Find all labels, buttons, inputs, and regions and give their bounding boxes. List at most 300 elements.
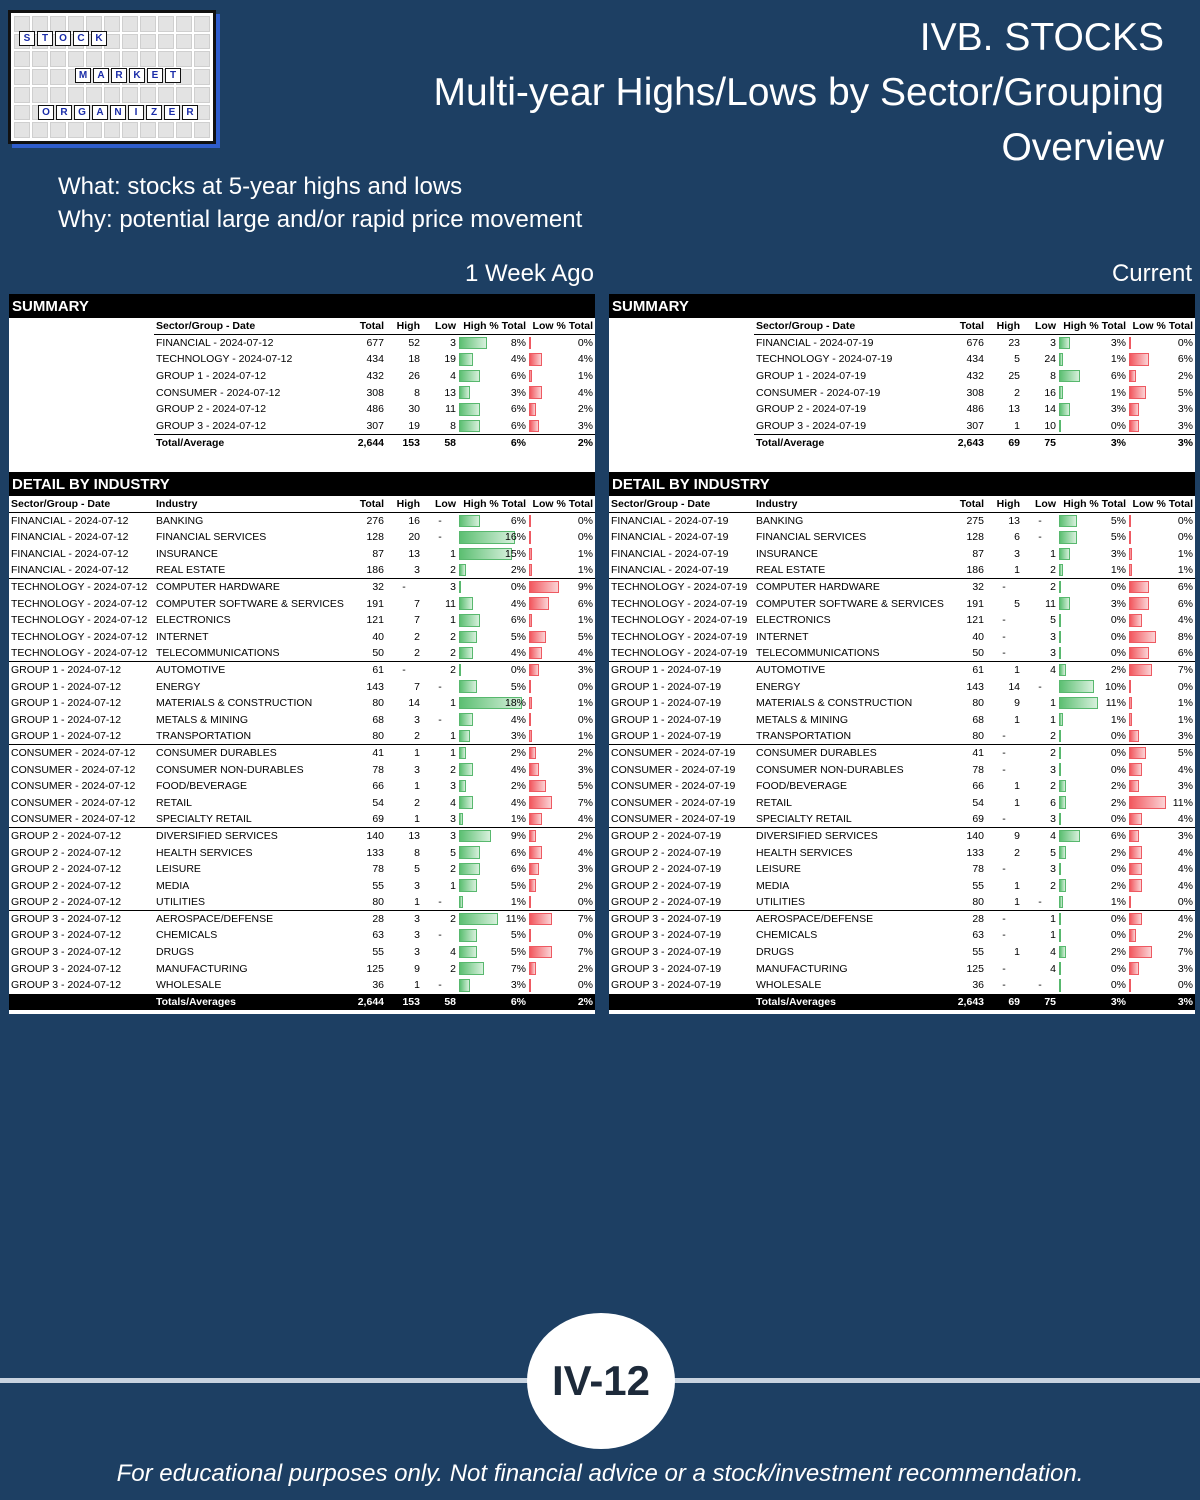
low-pct-cell [528, 778, 595, 795]
high-pct-bar [459, 896, 463, 908]
total-count: 2,644 [357, 995, 384, 1008]
low-pct-cell [528, 384, 595, 401]
low-pct-bar [529, 946, 552, 959]
low-count: 3 [450, 337, 456, 350]
pct-value: 3% [510, 386, 526, 399]
industry-name: AUTOMOTIVE [754, 662, 944, 679]
low-count: - [438, 531, 442, 544]
high-count: - [386, 579, 422, 596]
pct-value: 5% [577, 630, 593, 643]
high-count: 1 [414, 780, 420, 793]
high-pct-cell [458, 612, 528, 629]
low-pct-bar [1129, 531, 1131, 544]
pct-value: 3% [1177, 403, 1193, 416]
low-pct-cell [528, 645, 595, 662]
pct-value: 4% [1177, 813, 1193, 826]
high-count: 3 [414, 946, 420, 959]
low-pct-bar [529, 597, 549, 610]
column-header: High [986, 496, 1022, 513]
sector-date: GROUP 2 - 2024-07-12 [11, 846, 122, 859]
pct-value: 18% [504, 697, 526, 710]
industry-name: BANKING [156, 514, 204, 527]
low-pct-bar [529, 531, 531, 544]
pct-value: 8% [510, 337, 526, 350]
industry-row [609, 546, 1195, 563]
industry-row [609, 927, 1195, 944]
logo-grid-cell [176, 51, 192, 67]
low-pct-bar [1129, 370, 1136, 383]
title-line-2: Multi-year Highs/Lows by Sector/Grouping [433, 71, 1164, 114]
total-count: 80 [372, 730, 384, 743]
pct-value: 8% [1177, 630, 1193, 643]
total-count: 63 [372, 929, 384, 942]
logo-grid-cell [158, 16, 174, 32]
total-count: 307 [366, 419, 384, 432]
total-count: 133 [966, 846, 984, 859]
high-count: - [986, 911, 1022, 928]
logo-grid-cell [14, 105, 30, 121]
low-count: 2 [450, 647, 456, 660]
pct-value: 5% [510, 630, 526, 643]
low-pct-bar [529, 386, 542, 399]
high-pct-bar [459, 929, 477, 942]
high-pct-cell [1058, 335, 1128, 352]
low-count: 3 [450, 780, 456, 793]
high-count: 1 [414, 896, 420, 909]
low-count: 19 [444, 353, 456, 366]
high-pct-cell [458, 645, 528, 662]
industry-name: DRUGS [156, 946, 194, 959]
industry-row [609, 695, 1195, 712]
low-count: - [438, 514, 442, 527]
high-pct-bar [459, 581, 461, 593]
total-count: 486 [966, 403, 984, 416]
high-pct-bar [459, 763, 473, 776]
pct-value: 2% [1110, 664, 1126, 677]
pct-value: 5% [1110, 514, 1126, 527]
high-count: 1 [1014, 564, 1020, 577]
column-header: Industry [154, 496, 344, 513]
pct-value: 6% [1177, 353, 1193, 366]
sector-date: GROUP 3 - 2024-07-12 [11, 946, 122, 959]
high-count: 1 [1014, 419, 1020, 432]
pct-value: 4% [1177, 879, 1193, 892]
low-pct-cell [1128, 662, 1195, 679]
high-pct-cell [1058, 794, 1128, 811]
high-count: 5 [1014, 597, 1020, 610]
low-pct-bar [1129, 946, 1152, 959]
pct-value: 1% [510, 896, 526, 909]
low-pct-cell [1128, 728, 1195, 745]
pct-value: 4% [510, 597, 526, 610]
total-count: 61 [944, 662, 986, 679]
high-pct-cell [458, 844, 528, 861]
pct-value: 6% [1177, 597, 1193, 610]
high-pct-bar [459, 647, 473, 659]
total-count: 186 [966, 564, 984, 577]
high-pct-bar [1059, 631, 1061, 644]
high-count: 9 [986, 828, 1022, 845]
logo-grid-cell [176, 34, 192, 50]
industry-row [609, 960, 1195, 977]
low-count: 4 [1050, 962, 1056, 975]
high-count: 3 [414, 713, 420, 726]
pct-value: 1% [1177, 697, 1193, 710]
total-count: 128 [366, 531, 384, 544]
high-count: - [1002, 730, 1006, 743]
column-header: Sector/Group - Date [754, 318, 944, 335]
low-count: 1 [450, 730, 456, 743]
high-pct-bar [459, 913, 498, 925]
spacer-cell [609, 434, 754, 451]
logo-grid-cell [158, 34, 174, 50]
total-count: 66 [372, 780, 384, 793]
pct-value: 4% [577, 353, 593, 366]
total-count: 125 [366, 962, 384, 975]
low-count: 1 [450, 547, 456, 560]
sector-date: GROUP 3 - 2024-07-12 [11, 979, 122, 992]
total-count: 36 [972, 979, 984, 992]
pct-value: 7% [1177, 664, 1193, 677]
low-count: 2 [1022, 745, 1058, 762]
pct-value: 0% [1177, 531, 1193, 544]
high-pct-bar [1059, 548, 1070, 561]
pct-value: 0% [1177, 896, 1193, 909]
pct-value: 3% [577, 664, 593, 677]
high-count: 2 [414, 796, 420, 809]
stock-market-organizer-logo [8, 10, 216, 144]
high-count: - [1002, 614, 1006, 627]
high-count: 5 [1014, 353, 1020, 366]
logo-grid-cell [50, 69, 66, 85]
low-count: 2 [1022, 579, 1058, 596]
low-count: 11 [445, 403, 456, 416]
disclaimer: For educational purposes only. Not financial advice or a stock/investment recommendation. [116, 1460, 1084, 1487]
low-count: 1 [1050, 547, 1056, 560]
page-number-badge: IV-12 [527, 1313, 675, 1449]
high-pct: 3% [1110, 995, 1126, 1008]
total-count: 80 [972, 730, 984, 743]
logo-grid-cell [104, 122, 120, 138]
industry-row [9, 512, 595, 529]
low-count: 11 [445, 597, 456, 610]
low-pct-bar [529, 929, 531, 942]
pct-value: 4% [1177, 863, 1193, 876]
low-count: 14 [1044, 403, 1056, 416]
high-pct-cell [1058, 678, 1128, 695]
total-count: 50 [972, 647, 984, 660]
high-pct-cell [1058, 960, 1128, 977]
low-count: 1 [422, 745, 458, 762]
high-pct-cell [458, 977, 528, 994]
logo-letter: Z [146, 105, 162, 120]
pct-value: 7% [577, 796, 593, 809]
summary-table [9, 318, 595, 451]
industry-name: COMPUTER SOFTWARE & SERVICES [156, 597, 344, 610]
pct-value: 3% [1177, 962, 1193, 975]
column-header: High % Total [458, 496, 528, 513]
pct-value: 6% [510, 614, 526, 627]
sector-date: CONSUMER - 2024-07-12 [11, 796, 136, 809]
industry-name: AEROSPACE/DEFENSE [754, 911, 944, 928]
pct-value: 0% [577, 337, 593, 350]
sector-date: GROUP 3 - 2024-07-12 [9, 911, 154, 928]
industry-row [9, 662, 595, 679]
low-pct-cell [1128, 579, 1195, 596]
detail-table [9, 496, 595, 1010]
industry-name: UTILITIES [156, 896, 206, 909]
logo-letter: A [92, 105, 108, 120]
high-pct-cell [1058, 711, 1128, 728]
pct-value: 0% [577, 713, 593, 726]
low-pct-bar [529, 664, 539, 676]
total-count: 78 [372, 863, 384, 876]
industry-name: INSURANCE [156, 547, 218, 560]
high-count: 3 [386, 911, 422, 928]
high-pct-bar [1059, 420, 1061, 432]
pct-value: 0% [510, 664, 526, 677]
high-pct-cell [458, 861, 528, 878]
pct-value: 1% [1110, 353, 1126, 366]
low-pct-cell [528, 418, 595, 435]
sector-date: FINANCIAL - 2024-07-19 [611, 547, 729, 560]
low-pct-bar [529, 370, 532, 383]
sector-date: GROUP 3 - 2024-07-19 [611, 979, 722, 992]
industry-name: BANKING [756, 514, 804, 527]
low-pct-bar [529, 879, 536, 892]
industry-name: FINANCIAL SERVICES [756, 531, 867, 544]
low-pct-bar [529, 730, 532, 742]
industry-name: REAL ESTATE [156, 564, 226, 577]
high-pct-cell [1058, 695, 1128, 712]
high-count: 3 [1014, 547, 1020, 560]
total-count: 140 [944, 828, 986, 845]
pct-value: 3% [510, 979, 526, 992]
industry-name: CONSUMER DURABLES [754, 745, 944, 762]
total-count: 2,644 [344, 434, 386, 451]
logo-grid-cell [176, 122, 192, 138]
high-pct-cell [458, 877, 528, 894]
low-pct-cell [1128, 368, 1195, 385]
pct-value: 5% [577, 780, 593, 793]
summary-heading: SUMMARY [609, 294, 1195, 318]
total-count: 308 [366, 386, 384, 399]
sector-date: FINANCIAL - 2024-07-19 [756, 337, 874, 350]
pct-value: 4% [510, 647, 526, 660]
low-pct-cell [528, 728, 595, 745]
total-count: 432 [366, 370, 384, 383]
high-pct-bar [1059, 564, 1063, 576]
total-count: 40 [372, 630, 384, 643]
industry-row [609, 711, 1195, 728]
industry-row [9, 678, 595, 695]
high-pct-cell [458, 761, 528, 778]
high-count: 7 [414, 614, 420, 627]
industry-name: MANUFACTURING [156, 962, 248, 975]
logo-grid-cell [86, 87, 102, 103]
high-pct-cell [458, 711, 528, 728]
pct-value: 3% [1177, 780, 1193, 793]
low-pct-cell [528, 927, 595, 944]
industry-row [609, 761, 1195, 778]
logo-grid-cell [104, 87, 120, 103]
low-pct-cell [1128, 711, 1195, 728]
pct-value: 2% [577, 879, 593, 892]
logo-grid-cell [50, 16, 66, 32]
total-count: 78 [972, 863, 984, 876]
industry-row [609, 728, 1195, 745]
logo-grid-cell [32, 69, 48, 85]
total-count: 486 [366, 403, 384, 416]
logo-letter: K [129, 68, 145, 83]
column-header: Low % Total [1128, 318, 1195, 335]
logo-letter: I [128, 105, 144, 120]
pct-value: 0% [1177, 680, 1193, 693]
industry-row [609, 678, 1195, 695]
high-pct-bar [1059, 370, 1080, 383]
high-pct-cell [1058, 662, 1128, 679]
column-header: Low [422, 496, 458, 513]
pct-value: 15% [504, 547, 526, 560]
summary-row [609, 418, 1195, 435]
pct-value: 2% [1177, 929, 1193, 942]
logo-grid-cell [158, 122, 174, 138]
low-pct: 3% [1128, 434, 1195, 451]
industry-name: COMPUTER SOFTWARE & SERVICES [756, 597, 944, 610]
pct-value: 6% [510, 419, 526, 432]
pct-value: 1% [1177, 547, 1193, 560]
sector-date: GROUP 1 - 2024-07-12 [11, 680, 122, 693]
high-pct-cell [1058, 927, 1128, 944]
pct-value: 3% [1177, 830, 1193, 843]
pct-value: 1% [1110, 386, 1126, 399]
high-pct-bar [459, 664, 461, 676]
low-pct-cell [1128, 977, 1195, 994]
pct-value: 5% [1177, 386, 1193, 399]
low-pct-bar [1129, 747, 1146, 759]
high-pct: 3% [1058, 434, 1128, 451]
logo-grid-cell [176, 16, 192, 32]
pct-value: 0% [1110, 863, 1126, 876]
industry-row [9, 794, 595, 811]
pct-value: 4% [577, 813, 593, 826]
high-count: 1 [1014, 796, 1020, 809]
low-pct-bar [1129, 386, 1146, 399]
sector-date: CONSUMER - 2024-07-12 [156, 386, 281, 399]
sector-date: TECHNOLOGY - 2024-07-19 [756, 353, 893, 366]
industry-row [609, 828, 1195, 845]
sector-date: GROUP 2 - 2024-07-19 [756, 403, 867, 416]
logo-letter: G [74, 105, 90, 120]
pct-value: 0% [1110, 647, 1126, 660]
logo-grid-cell [86, 51, 102, 67]
high-pct-bar [1059, 813, 1061, 825]
high-count: 1 [1014, 879, 1020, 892]
industry-name: CHEMICALS [756, 929, 818, 942]
summary-total-row [9, 434, 595, 451]
high-pct-bar [1059, 353, 1063, 366]
logo-letter: M [75, 68, 91, 83]
summary-row [9, 418, 595, 435]
high-pct-cell [1058, 401, 1128, 418]
logo-letter: E [147, 68, 163, 83]
spacer-cell [9, 994, 154, 1010]
high-pct-cell [1058, 418, 1128, 435]
low-count: 2 [1050, 879, 1056, 892]
high-count: 23 [1008, 337, 1020, 350]
low-pct-bar [529, 631, 546, 644]
logo-grid-cell [14, 69, 30, 85]
description [58, 170, 582, 236]
low-pct-cell [528, 662, 595, 679]
low-count: 1 [450, 879, 456, 892]
high-count: 3 [414, 879, 420, 892]
low-count: 6 [1050, 796, 1056, 809]
low-count: 3 [1050, 630, 1056, 643]
pct-value: 7% [510, 962, 526, 975]
low-pct-cell [528, 960, 595, 977]
high-pct-cell [458, 546, 528, 563]
high-pct-bar [459, 597, 473, 610]
high-pct-bar [1059, 614, 1061, 627]
industry-row [609, 612, 1195, 629]
high-pct-bar [1059, 946, 1066, 959]
low-count: 2 [450, 763, 456, 776]
high-count: - [1002, 813, 1006, 826]
low-pct-bar [1129, 564, 1132, 576]
sector-date: GROUP 1 - 2024-07-19 [611, 730, 722, 743]
low-pct-cell [528, 612, 595, 629]
low-pct-cell [1128, 384, 1195, 401]
sector-date: CONSUMER - 2024-07-19 [609, 745, 754, 762]
high-count: - [1002, 962, 1006, 975]
sector-date: CONSUMER - 2024-07-12 [11, 813, 136, 826]
high-pct-bar [1059, 962, 1061, 975]
low-count: 2 [450, 863, 456, 876]
panel-week-ago [9, 294, 595, 1014]
sector-date: TECHNOLOGY - 2024-07-12 [9, 579, 154, 596]
high-pct-bar [459, 515, 480, 527]
low-pct-cell [1128, 546, 1195, 563]
sector-date: CONSUMER - 2024-07-12 [11, 780, 136, 793]
spacer-cell [9, 418, 154, 435]
pct-value: 7% [1177, 946, 1193, 959]
column-header: High [386, 318, 422, 335]
total-count: 307 [966, 419, 984, 432]
high-count: - [1002, 979, 1006, 992]
sector-date: GROUP 1 - 2024-07-19 [611, 680, 722, 693]
pct-value: 4% [577, 846, 593, 859]
logo-grid-cell [122, 87, 138, 103]
total-label: Total/Average [754, 434, 944, 451]
low-pct-cell [528, 595, 595, 612]
low-count: 16 [1044, 386, 1056, 399]
high-pct-cell [1058, 629, 1128, 646]
low-pct-cell [1128, 418, 1195, 435]
sector-date: CONSUMER - 2024-07-19 [611, 813, 736, 826]
pct-value: 0% [1177, 514, 1193, 527]
pct-value: 4% [510, 353, 526, 366]
low-count: - [1038, 531, 1042, 544]
high-pct-bar [1059, 929, 1061, 942]
pct-value: 1% [577, 697, 593, 710]
high-count: 18 [408, 353, 420, 366]
high-pct-cell [458, 728, 528, 745]
pct-value: 0% [510, 581, 526, 594]
high-pct-bar [459, 796, 473, 809]
pct-value: 5% [510, 879, 526, 892]
high-pct-bar [459, 747, 466, 759]
